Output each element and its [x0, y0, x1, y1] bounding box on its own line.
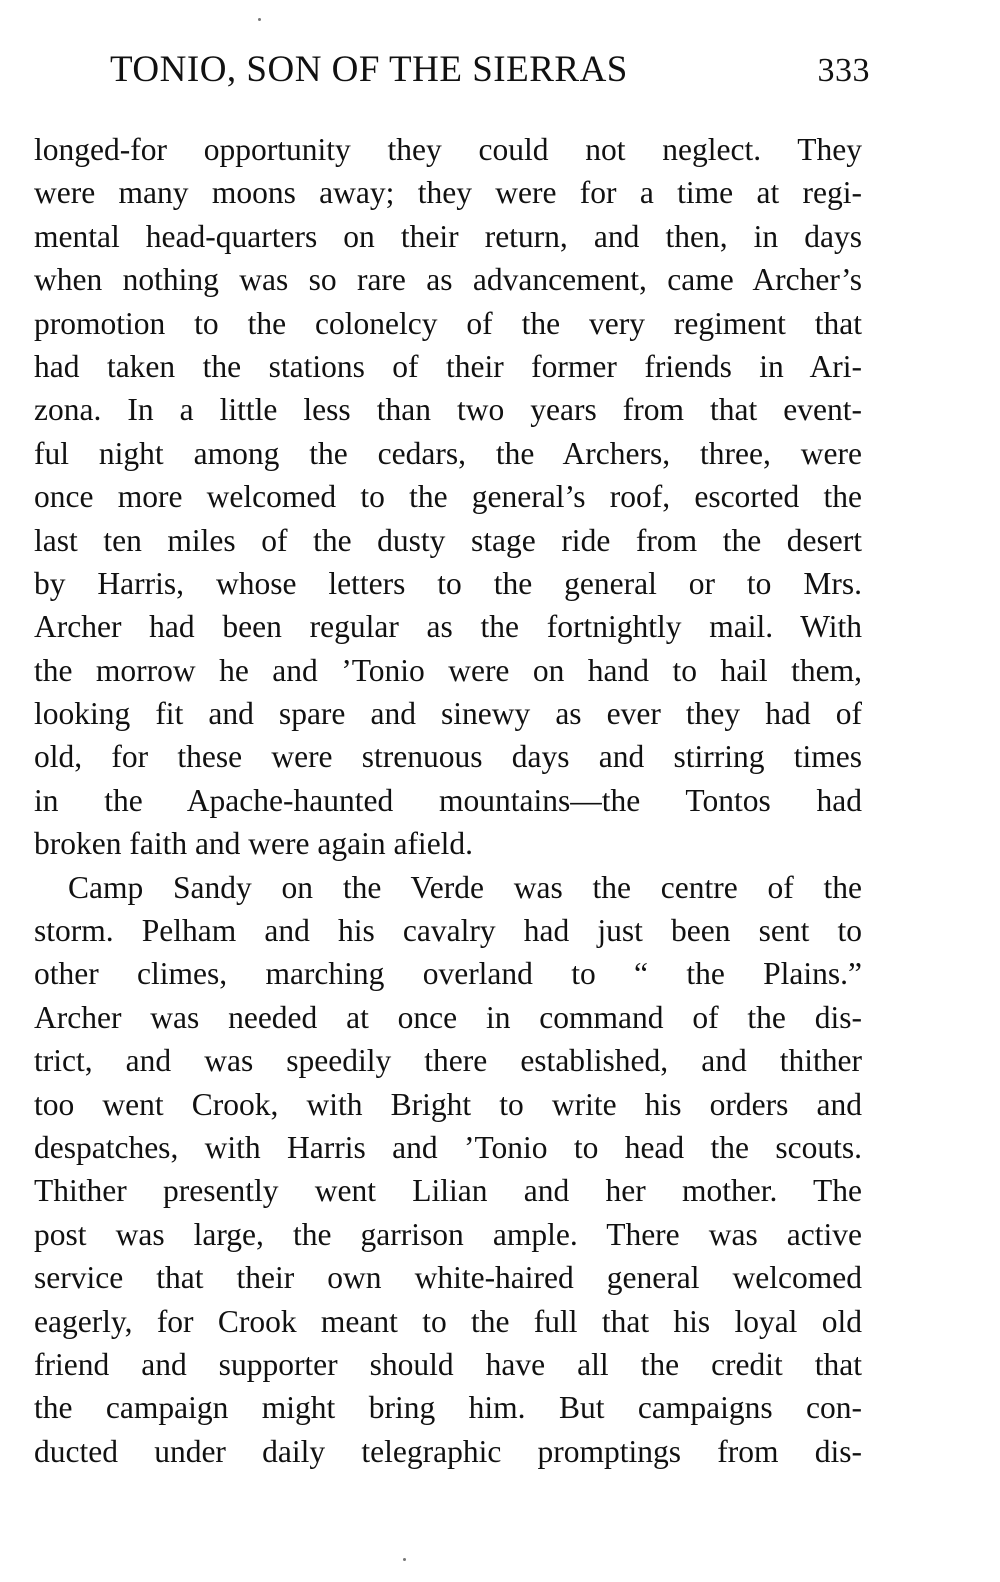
text-line: the campaign might bring him. But campaigns con- [34, 1390, 862, 1426]
text-line: Archer had been regular as the fortnightly mail. With [34, 609, 862, 645]
running-head [110, 48, 870, 108]
text-line: broken faith and were again afield. [34, 826, 474, 862]
text-line: post was large, the garrison ample. There was active [34, 1216, 862, 1252]
text-line: ful night among the cedars, the Archers, three, were [34, 435, 862, 471]
text-line: last ten miles of the dusty stage ride from the desert [34, 522, 862, 558]
text-line: old, for these were strenuous days and stirring times [34, 739, 862, 775]
text-line: zona. In a little less than two years from that event- [34, 392, 862, 428]
scan-speck [258, 18, 261, 21]
text-line: Camp Sandy on the Verde was the centre of the [68, 869, 862, 905]
text-line: promotion to the colonelcy of the very regiment that [34, 305, 862, 341]
text-line: the morrow he and ’Tonio were on hand to hail them, [34, 652, 862, 688]
text-line: were many moons away; they were for a time at regi- [34, 175, 862, 211]
text-line: despatches, with Harris and ’Tonio to head the scouts. [34, 1129, 862, 1165]
running-title: TONIO, SON OF THE SIERRAS [110, 49, 628, 90]
page-number: 333 [817, 52, 870, 89]
text-line: storm. Pelham and his cavalry had just been sent to [34, 913, 862, 949]
text-line: Archer was needed at once in command of the dis- [34, 999, 862, 1035]
text-line: longed-for opportunity they could not neglect. They [34, 132, 862, 167]
text-line: eagerly, for Crook meant to the full that his loyal old [34, 1303, 862, 1339]
scan-speck [403, 1558, 406, 1561]
body-text [34, 128, 862, 1473]
text-line: other climes, marching overland to “ the Plains.” [34, 956, 862, 992]
text-line: too went Crook, with Bright to write his orders and [34, 1086, 862, 1122]
text-line: ducted under daily telegraphic promptings from dis- [34, 1433, 862, 1469]
text-line: when nothing was so rare as advancement, came Archer’s [34, 262, 862, 298]
text-line: had taken the stations of their former friends in Ari- [34, 348, 862, 384]
text-line: trict, and was speedily there established, and thither [34, 1043, 862, 1079]
text-line: friend and supporter should have all the credit that [34, 1346, 862, 1382]
text-line: looking fit and spare and sinewy as ever they had of [34, 696, 862, 732]
text-line: Thither presently went Lilian and her mother. The [34, 1173, 862, 1209]
text-line: service that their own white-haired general welcomed [34, 1260, 862, 1296]
text-line: mental head-quarters on their return, and then, in days [34, 218, 862, 254]
text-line: once more welcomed to the general’s roof, escorted the [34, 479, 862, 515]
text-line: in the Apache-haunted mountains—the Tontos had [34, 782, 862, 818]
text-line: by Harris, whose letters to the general or to Mrs. [34, 565, 862, 601]
